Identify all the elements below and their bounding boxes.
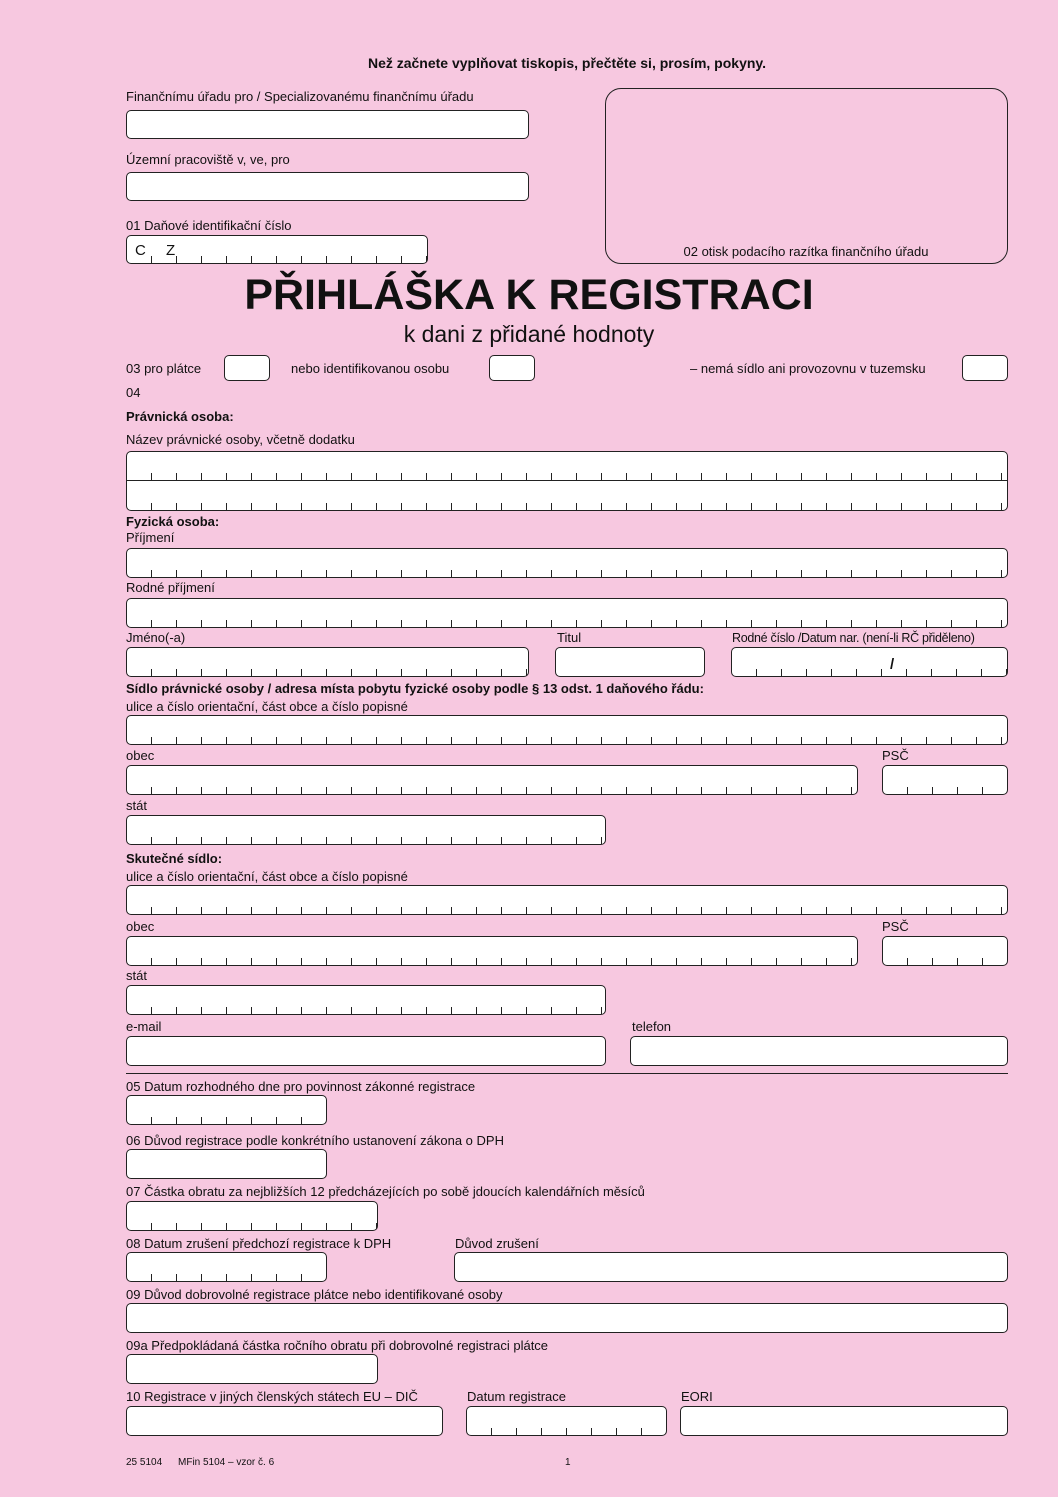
first-name-label: Jméno(-a) bbox=[126, 630, 186, 645]
eu-registration-date-label: Datum registrace bbox=[467, 1389, 566, 1404]
city2-field[interactable] bbox=[126, 936, 858, 966]
dic-field[interactable] bbox=[126, 235, 428, 264]
actual-seat-heading: Skutečné sídlo: bbox=[126, 851, 223, 866]
country-field[interactable] bbox=[126, 815, 606, 845]
seat-heading: Sídlo právnické osoby / adresa místa pobytu fyzické osoby podle § 13 odst. 1 daňového řádu: bbox=[126, 681, 704, 696]
payer-label: 03 pro plátce bbox=[126, 361, 202, 376]
first-name-field[interactable] bbox=[126, 647, 529, 677]
footer-form-id: MFin 5104 – vzor č. 6 bbox=[178, 1457, 275, 1468]
section04-number: 04 bbox=[126, 385, 141, 400]
identified-checkbox[interactable] bbox=[489, 355, 535, 381]
voluntary-reason-label: 09 Důvod dobrovolné registrace plátce nebo identifikované osoby bbox=[126, 1287, 503, 1302]
stamp-label: 02 otisk podacího razítka finančního úřadu bbox=[683, 244, 929, 259]
zip-field[interactable] bbox=[882, 765, 1008, 795]
legal-name-label: Název právnické osoby, včetně dodatku bbox=[126, 432, 355, 447]
eori-field[interactable] bbox=[680, 1406, 1008, 1436]
email-field[interactable] bbox=[126, 1036, 606, 1066]
dic-prefix: C Z bbox=[135, 242, 184, 259]
cancellation-date-field[interactable] bbox=[126, 1252, 327, 1282]
footer-code: 25 5104 bbox=[126, 1457, 163, 1468]
birth-number-label: Rodné číslo /Datum nar. (není-li RČ přiděleno) bbox=[732, 631, 975, 645]
instruction-text: Než začnete vyplňovat tiskopis, přečtěte si, prosím, pokyny. bbox=[367, 55, 767, 71]
office-label: Finančnímu úřadu pro / Specializovanému finančnímu úřadu bbox=[126, 89, 474, 104]
surname-field[interactable] bbox=[126, 548, 1008, 578]
territorial-label: Územní pracoviště v, ve, pro bbox=[126, 152, 290, 167]
dic-label: 01 Daňové identifikační číslo bbox=[126, 218, 292, 233]
email-label: e-mail bbox=[126, 1019, 162, 1034]
payer-checkbox[interactable] bbox=[224, 355, 270, 381]
surname-label: Příjmení bbox=[126, 530, 175, 545]
birth-surname-field[interactable] bbox=[126, 598, 1008, 628]
eu-registration-date-field[interactable] bbox=[466, 1406, 667, 1436]
annual-turnover-field[interactable] bbox=[126, 1354, 378, 1384]
form-subtitle: k dani z přidané hodnoty bbox=[403, 321, 655, 347]
registration-reason-label: 06 Důvod registrace podle konkrétního ustanovení zákona o DPH bbox=[126, 1133, 504, 1148]
phone-field[interactable] bbox=[630, 1036, 1008, 1066]
territorial-field[interactable] bbox=[126, 172, 529, 201]
zip2-label: PSČ bbox=[882, 919, 909, 934]
zip-label: PSČ bbox=[882, 748, 909, 763]
zip2-field[interactable] bbox=[882, 936, 1008, 966]
legal-name-field-row1[interactable] bbox=[126, 451, 1008, 481]
turnover-label: 07 Částka obratu za nejbližších 12 předcházejících po sobě jdoucích kalendářních měsíců bbox=[126, 1184, 645, 1199]
cancellation-reason-field[interactable] bbox=[454, 1252, 1008, 1282]
legal-name-field-row2[interactable] bbox=[126, 480, 1008, 511]
country2-label: stát bbox=[126, 968, 147, 983]
office-field[interactable] bbox=[126, 110, 529, 139]
birth-number-separator: / bbox=[890, 656, 895, 673]
birth-surname-label: Rodné příjmení bbox=[126, 580, 215, 595]
city2-label: obec bbox=[126, 919, 155, 934]
street2-label: ulice a číslo orientační, část obce a číslo popisné bbox=[126, 869, 408, 884]
street2-field[interactable] bbox=[126, 885, 1008, 915]
no-seat-checkbox[interactable] bbox=[962, 355, 1008, 381]
stamp-area bbox=[605, 88, 1008, 264]
country2-field[interactable] bbox=[126, 985, 606, 1015]
country-label: stát bbox=[126, 798, 147, 813]
phone-label: telefon bbox=[632, 1019, 672, 1034]
cancellation-date-label: 08 Datum zrušení předchozí registrace k DPH bbox=[126, 1236, 392, 1251]
street-label: ulice a číslo orientační, část obce a číslo popisné bbox=[126, 699, 408, 714]
birth-number-field[interactable] bbox=[731, 647, 1008, 677]
city-field[interactable] bbox=[126, 765, 858, 795]
eu-vat-label: 10 Registrace v jiných členských státech EU – DIČ bbox=[126, 1389, 418, 1404]
legal-person-heading: Právnická osoba: bbox=[126, 409, 234, 424]
street-field[interactable] bbox=[126, 715, 1008, 745]
section-divider bbox=[126, 1073, 1008, 1074]
natural-person-heading: Fyzická osoba: bbox=[126, 514, 220, 529]
no-seat-label: – nemá sídlo ani provozovnu v tuzemsku bbox=[690, 361, 926, 376]
cancellation-reason-label: Důvod zrušení bbox=[455, 1236, 539, 1251]
city-label: obec bbox=[126, 748, 155, 763]
footer-page-number: 1 bbox=[565, 1457, 571, 1468]
decisive-date-label: 05 Datum rozhodného dne pro povinnost zákonné registrace bbox=[126, 1079, 476, 1094]
turnover-field[interactable] bbox=[126, 1201, 378, 1231]
decisive-date-field[interactable] bbox=[126, 1095, 327, 1125]
eori-label: EORI bbox=[681, 1389, 713, 1404]
title-field[interactable] bbox=[555, 647, 705, 677]
form-title: PŘIHLÁŠKA K REGISTRACI bbox=[244, 271, 814, 319]
annual-turnover-label: 09a Předpokládaná částka ročního obratu při dobrovolné registraci plátce bbox=[126, 1338, 549, 1353]
voluntary-reason-field[interactable] bbox=[126, 1303, 1008, 1333]
eu-vat-field[interactable] bbox=[126, 1406, 443, 1436]
identified-label: nebo identifikovanou osobu bbox=[291, 361, 450, 376]
title-label: Titul bbox=[557, 630, 582, 645]
registration-reason-field[interactable] bbox=[126, 1149, 327, 1179]
